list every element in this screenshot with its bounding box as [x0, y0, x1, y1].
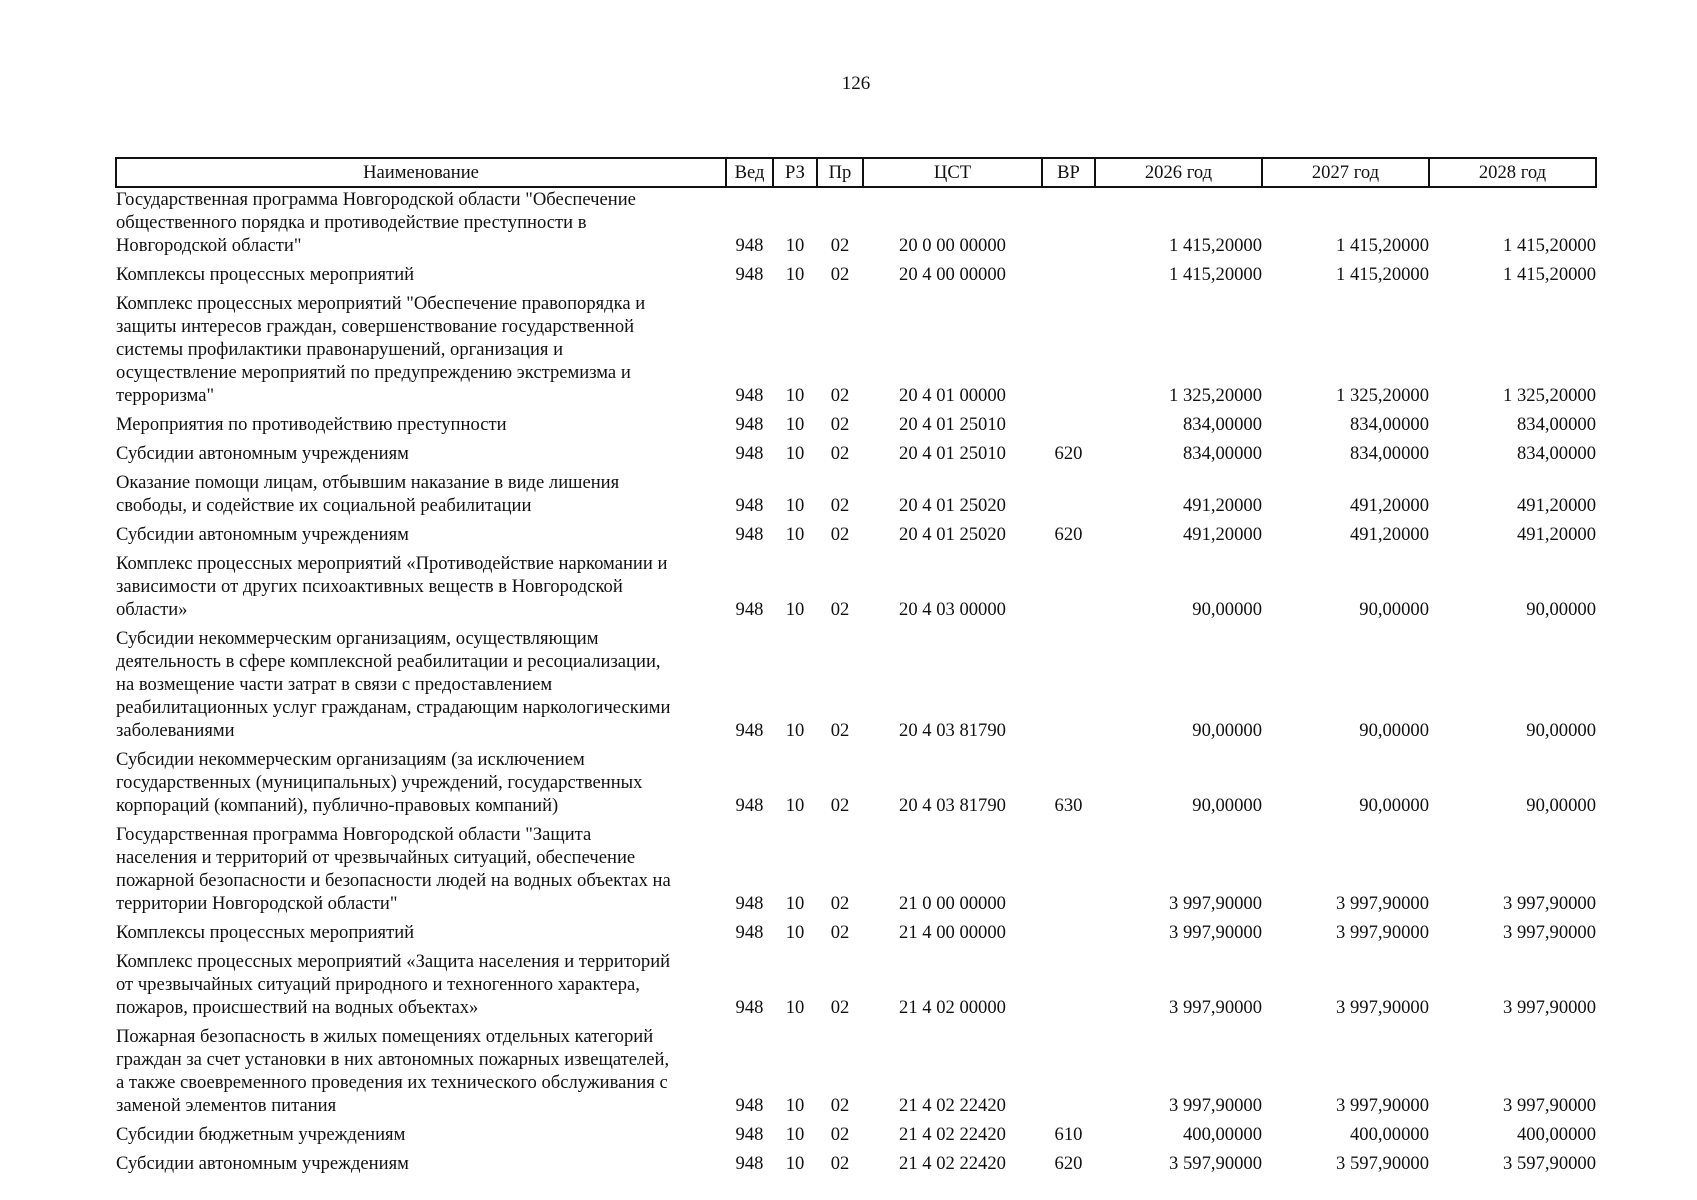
cell-name	[116, 413, 726, 442]
cell-ved: 948	[735, 385, 764, 406]
cell-2026: 834,00000	[1182, 414, 1262, 435]
cell-name	[116, 523, 726, 552]
cell-name-line: Субсидии автономным учреждениям	[116, 1153, 409, 1174]
cell-name-line: на возмещение части затрат в связи с предоставлением	[116, 674, 553, 695]
header-row	[116, 158, 1596, 187]
table-row	[116, 292, 1596, 413]
cell-name-line: Комплекс процессных мероприятий "Обеспечение правопорядка и	[116, 293, 646, 314]
header-name: Наименование	[116, 158, 726, 187]
cell-pr: 02	[830, 385, 850, 406]
cell-name	[116, 1152, 726, 1181]
cell-rz: 10	[785, 264, 805, 285]
cell-2026: 1 415,20000	[1169, 235, 1262, 256]
cell-2027: 834,00000	[1349, 414, 1429, 435]
cell-2027: 834,00000	[1349, 443, 1429, 464]
cell-rz: 10	[785, 443, 805, 464]
table-row	[116, 1123, 1596, 1152]
cell-ved: 948	[735, 997, 764, 1018]
cell-name-line: от чрезвычайных ситуаций природного и техногенного характера,	[116, 974, 640, 995]
cell-rz: 10	[785, 1095, 805, 1116]
cell-2026: 3 997,90000	[1169, 997, 1262, 1018]
cell-rz: 10	[785, 599, 805, 620]
cell-2027: 90,00000	[1359, 795, 1429, 816]
cell-cst: 21 4 02 22420	[899, 1095, 1006, 1116]
cell-name-line: терроризма"	[116, 385, 215, 406]
cell-vr	[1042, 263, 1095, 292]
cell-cst: 20 4 01 25010	[899, 443, 1006, 464]
cell-name-line: области»	[116, 599, 188, 620]
cell-name	[116, 292, 726, 413]
cell-name	[116, 921, 726, 950]
cell-pr: 02	[830, 235, 850, 256]
cell-2026: 1 415,20000	[1169, 264, 1262, 285]
cell-2028: 3 597,90000	[1503, 1153, 1596, 1174]
cell-rz: 10	[785, 997, 805, 1018]
cell-pr: 02	[830, 599, 850, 620]
cell-2028: 400,00000	[1516, 1124, 1596, 1145]
cell-2026: 491,20000	[1182, 524, 1262, 545]
cell-name	[116, 263, 726, 292]
table-row	[116, 187, 1596, 263]
cell-name-line: Новгородской области"	[116, 235, 302, 256]
cell-vr	[1042, 552, 1095, 627]
cell-pr: 02	[830, 264, 850, 285]
cell-pr: 02	[830, 997, 850, 1018]
cell-cst: 21 4 02 22420	[899, 1153, 1006, 1174]
cell-vr	[1042, 823, 1095, 921]
cell-2027: 3 997,90000	[1336, 1095, 1429, 1116]
header-pr: Пр	[817, 158, 863, 187]
cell-name	[116, 627, 726, 748]
cell-name-line: государственных (муниципальных) учреждений, государственных	[116, 772, 643, 793]
cell-name	[116, 950, 726, 1025]
cell-name-line: осуществление мероприятий по предупреждению экстремизма и	[116, 362, 631, 383]
cell-name-line: Комплекс процессных мероприятий «Защита населения и территорий	[116, 951, 671, 972]
table-row	[116, 1152, 1596, 1181]
cell-vr	[1042, 627, 1095, 748]
cell-2026: 491,20000	[1182, 495, 1262, 516]
header-2028: 2028 год	[1429, 158, 1596, 187]
cell-2026: 834,00000	[1182, 443, 1262, 464]
cell-ved: 948	[735, 264, 764, 285]
cell-2027: 400,00000	[1349, 1124, 1429, 1145]
cell-pr: 02	[830, 443, 850, 464]
cell-2027: 3 997,90000	[1336, 997, 1429, 1018]
table-row	[116, 627, 1596, 748]
cell-pr: 02	[830, 1095, 850, 1116]
cell-name-line: заболеваниями	[116, 720, 235, 741]
header-2026: 2026 год	[1095, 158, 1262, 187]
cell-2028: 3 997,90000	[1503, 997, 1596, 1018]
cell-cst: 21 4 00 00000	[899, 922, 1006, 943]
cell-2028: 1 415,20000	[1503, 235, 1596, 256]
cell-2026: 400,00000	[1182, 1124, 1262, 1145]
cell-vr: 630	[1054, 795, 1083, 816]
cell-pr: 02	[830, 720, 850, 741]
cell-2027: 3 997,90000	[1336, 922, 1429, 943]
cell-name	[116, 748, 726, 823]
cell-pr: 02	[830, 414, 850, 435]
budget-table	[115, 157, 1597, 1181]
cell-name-line: Государственная программа Новгородской области "Обеспечение	[116, 189, 636, 210]
cell-rz: 10	[785, 893, 805, 914]
cell-2026: 1 325,20000	[1169, 385, 1262, 406]
cell-name	[116, 1025, 726, 1123]
cell-2028: 3 997,90000	[1503, 1095, 1596, 1116]
header-cst: ЦСТ	[863, 158, 1042, 187]
table-row	[116, 748, 1596, 823]
cell-name-line: Субсидии автономным учреждениям	[116, 524, 409, 545]
cell-name	[116, 442, 726, 471]
cell-ved: 948	[735, 599, 764, 620]
cell-2026: 3 597,90000	[1169, 1153, 1262, 1174]
cell-ved: 948	[735, 922, 764, 943]
header-rz: РЗ	[773, 158, 817, 187]
cell-2027: 3 597,90000	[1336, 1153, 1429, 1174]
table-row	[116, 413, 1596, 442]
cell-2026: 3 997,90000	[1169, 922, 1262, 943]
cell-name-line: Субсидии некоммерческим организациям (за исключением	[116, 749, 585, 770]
cell-2026: 3 997,90000	[1169, 893, 1262, 914]
cell-2027: 1 325,20000	[1336, 385, 1429, 406]
cell-ved: 948	[735, 235, 764, 256]
cell-rz: 10	[785, 922, 805, 943]
cell-rz: 10	[785, 235, 805, 256]
cell-name-line: территории Новгородской области"	[116, 893, 398, 914]
cell-cst: 20 0 00 00000	[899, 235, 1006, 256]
cell-name-line: корпораций (компаний), публично-правовых компаний)	[116, 795, 559, 816]
cell-vr: 620	[1054, 524, 1083, 545]
table-body	[116, 187, 1596, 1181]
cell-name-line: Комплексы процессных мероприятий	[116, 264, 415, 285]
header-vr: ВР	[1042, 158, 1095, 187]
cell-2027: 491,20000	[1349, 524, 1429, 545]
cell-vr: 610	[1054, 1124, 1083, 1145]
cell-name-line: заменой элементов питания	[116, 1095, 337, 1116]
cell-vr	[1042, 471, 1095, 523]
cell-name-line: деятельность в сфере комплексной реабилитации и ресоциализации,	[116, 651, 661, 672]
cell-rz: 10	[785, 1153, 805, 1174]
cell-rz: 10	[785, 524, 805, 545]
cell-name	[116, 1123, 726, 1152]
cell-vr	[1042, 921, 1095, 950]
cell-2028: 1 415,20000	[1503, 264, 1596, 285]
header-ved: Вед	[726, 158, 773, 187]
cell-rz: 10	[785, 1124, 805, 1145]
cell-pr: 02	[830, 893, 850, 914]
cell-rz: 10	[785, 720, 805, 741]
table-row	[116, 263, 1596, 292]
cell-name-line: свободы, и содействие их социальной реабилитации	[116, 495, 532, 516]
cell-cst: 21 4 02 22420	[899, 1124, 1006, 1145]
cell-name-line: общественного порядка и противодействие преступности в	[116, 212, 587, 233]
cell-cst: 20 4 03 00000	[899, 599, 1006, 620]
cell-ved: 948	[735, 443, 764, 464]
cell-cst: 20 4 00 00000	[899, 264, 1006, 285]
table-row	[116, 950, 1596, 1025]
cell-2027: 90,00000	[1359, 599, 1429, 620]
cell-name-line: Оказание помощи лицам, отбывшим наказание в виде лишения	[116, 472, 620, 493]
table-row	[116, 1025, 1596, 1123]
cell-2026: 90,00000	[1192, 720, 1262, 741]
cell-pr: 02	[830, 922, 850, 943]
cell-rz: 10	[785, 495, 805, 516]
cell-vr	[1042, 187, 1095, 263]
cell-cst: 20 4 01 25020	[899, 495, 1006, 516]
cell-2027: 90,00000	[1359, 720, 1429, 741]
cell-cst: 20 4 01 25010	[899, 414, 1006, 435]
cell-name-line: Субсидии некоммерческим организациям, осуществляющим	[116, 628, 599, 649]
cell-vr: 620	[1054, 443, 1083, 464]
cell-ved: 948	[735, 720, 764, 741]
cell-2027: 3 997,90000	[1336, 893, 1429, 914]
cell-2026: 90,00000	[1192, 795, 1262, 816]
cell-2028: 1 325,20000	[1503, 385, 1596, 406]
cell-pr: 02	[830, 495, 850, 516]
cell-ved: 948	[735, 524, 764, 545]
cell-vr	[1042, 950, 1095, 1025]
cell-ved: 948	[735, 495, 764, 516]
cell-ved: 948	[735, 1124, 764, 1145]
cell-2028: 90,00000	[1526, 795, 1596, 816]
cell-2027: 491,20000	[1349, 495, 1429, 516]
cell-vr	[1042, 292, 1095, 413]
cell-name-line: Субсидии автономным учреждениям	[116, 443, 409, 464]
cell-name-line: Мероприятия по противодействию преступности	[116, 414, 507, 435]
table-row	[116, 552, 1596, 627]
table-row	[116, 823, 1596, 921]
cell-cst: 20 4 03 81790	[899, 795, 1006, 816]
cell-ved: 948	[735, 1153, 764, 1174]
cell-2028: 90,00000	[1526, 599, 1596, 620]
cell-ved: 948	[735, 414, 764, 435]
cell-rz: 10	[785, 795, 805, 816]
table-header	[116, 158, 1596, 187]
cell-2027: 1 415,20000	[1336, 235, 1429, 256]
cell-name	[116, 823, 726, 921]
cell-name-line: Пожарная безопасность в жилых помещениях отдельных категорий	[116, 1026, 654, 1047]
cell-2028: 90,00000	[1526, 720, 1596, 741]
cell-vr: 620	[1054, 1153, 1083, 1174]
cell-name-line: защиты интересов граждан, совершенствование государственной	[116, 316, 635, 337]
cell-vr	[1042, 1025, 1095, 1123]
cell-name-line: Субсидии бюджетным учреждениям	[116, 1124, 406, 1145]
cell-name-line: а также своевременного проведения их технического обслуживания с	[116, 1072, 668, 1093]
cell-name	[116, 552, 726, 627]
cell-pr: 02	[830, 1124, 850, 1145]
cell-name-line: пожаров, происшествий на водных объектах»	[116, 997, 479, 1018]
cell-cst: 20 4 01 00000	[899, 385, 1006, 406]
cell-ved: 948	[735, 795, 764, 816]
cell-pr: 02	[830, 524, 850, 545]
cell-2028: 3 997,90000	[1503, 893, 1596, 914]
cell-2028: 491,20000	[1516, 495, 1596, 516]
cell-pr: 02	[830, 1153, 850, 1174]
cell-rz: 10	[785, 414, 805, 435]
cell-name-line: граждан за счет установки в них автономных пожарных извещателей,	[116, 1049, 670, 1070]
cell-cst: 21 0 00 00000	[899, 893, 1006, 914]
cell-name	[116, 471, 726, 523]
page-number: 126	[841, 73, 871, 94]
cell-rz: 10	[785, 385, 805, 406]
cell-name-line: Государственная программа Новгородской области "Защита	[116, 824, 592, 845]
cell-vr	[1042, 413, 1095, 442]
table-row	[116, 471, 1596, 523]
cell-cst: 21 4 02 00000	[899, 997, 1006, 1018]
header-2027: 2027 год	[1262, 158, 1429, 187]
cell-cst: 20 4 03 81790	[899, 720, 1006, 741]
cell-name-line: реабилитационных услуг гражданам, страдающим наркологическими	[116, 697, 671, 718]
cell-2028: 834,00000	[1516, 443, 1596, 464]
cell-name-line: системы профилактики правонарушений, организация и	[116, 339, 564, 360]
cell-2027: 1 415,20000	[1336, 264, 1429, 285]
cell-ved: 948	[735, 893, 764, 914]
cell-name-line: пожарной безопасности и безопасности людей на водных объектах на	[116, 870, 671, 891]
cell-ved: 948	[735, 1095, 764, 1116]
table-row	[116, 921, 1596, 950]
cell-2028: 3 997,90000	[1503, 922, 1596, 943]
cell-name-line: Комплексы процессных мероприятий	[116, 922, 415, 943]
cell-name	[116, 187, 726, 263]
table-row	[116, 523, 1596, 552]
cell-cst: 20 4 01 25020	[899, 524, 1006, 545]
cell-2026: 90,00000	[1192, 599, 1262, 620]
cell-name-line: населения и территорий от чрезвычайных ситуаций, обеспечение	[116, 847, 636, 868]
cell-name-line: Комплекс процессных мероприятий «Противодействие наркомании и	[116, 553, 668, 574]
cell-pr: 02	[830, 795, 850, 816]
cell-2026: 3 997,90000	[1169, 1095, 1262, 1116]
cell-name-line: зависимости от других психоактивных веществ в Новгородской	[116, 576, 623, 597]
cell-2028: 834,00000	[1516, 414, 1596, 435]
cell-2028: 491,20000	[1516, 524, 1596, 545]
table-row	[116, 442, 1596, 471]
